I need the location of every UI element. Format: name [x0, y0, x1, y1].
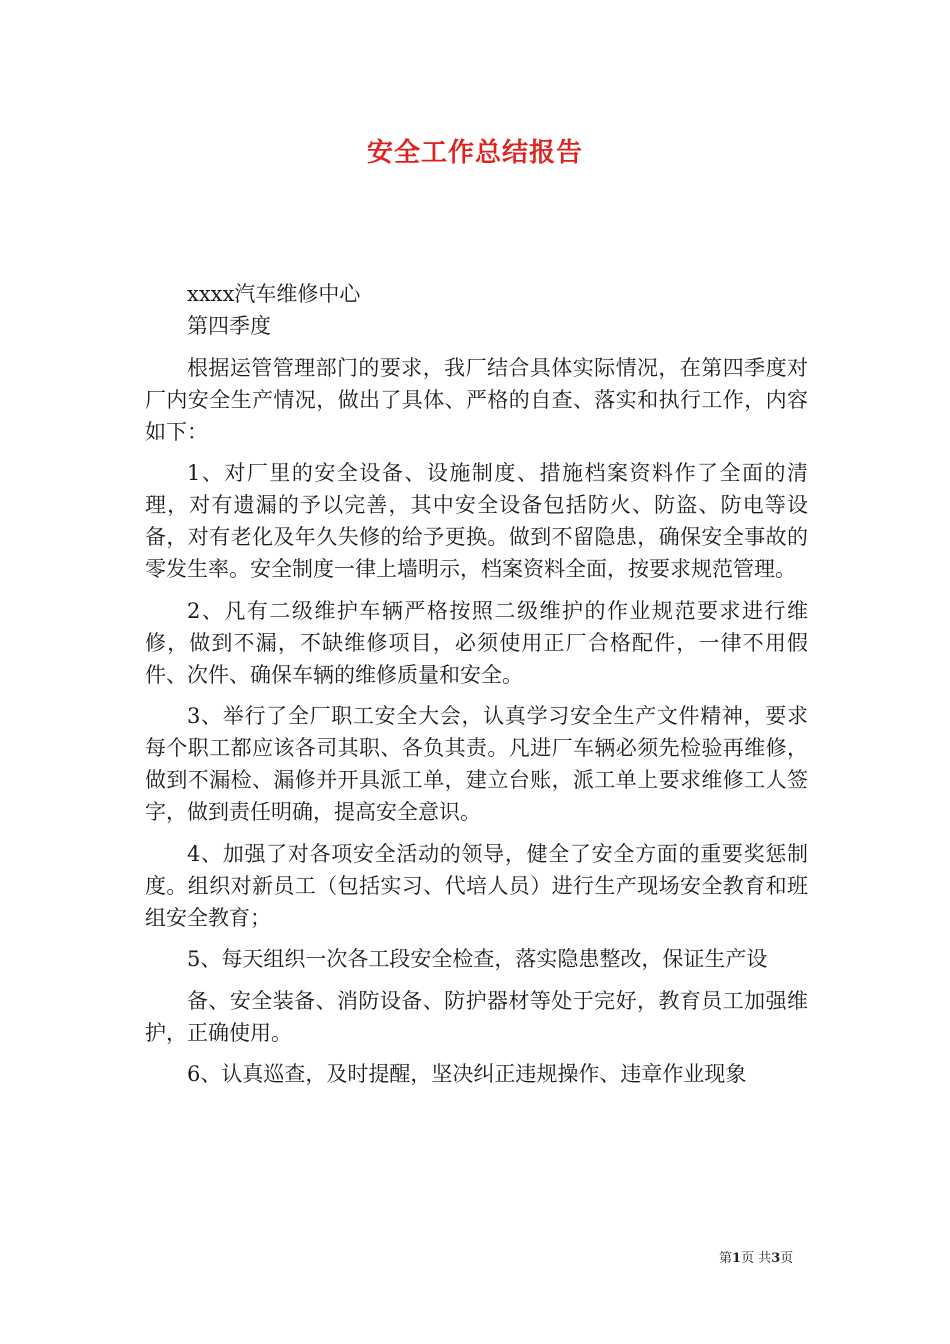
paragraph-item-6: 6、认真巡查，及时提醒，坚决纠正违规操作、违章作业现象	[187, 1062, 747, 1086]
document-title: 安全工作总结报告	[366, 138, 583, 168]
footer-suffix: 页	[780, 1251, 794, 1266]
paragraph-item-4: 4、加强了对各项安全活动的领导，健全了安全方面的重要奖惩制度。组织对新员工（包括实习、代培人员）进行生产现场安全教育和班组安全教育；	[145, 841, 808, 930]
paragraph-organization: xxxx汽车维修中心	[187, 282, 361, 306]
page-number-footer	[719, 1247, 793, 1266]
paragraph-item-2: 2、凡有二级维护车辆严格按照二级维护的作业规范要求进行维修，做到不漏，不缺维修项目，必须使用正厂合格配件，一律不用假件、次件、确保车辆的维修质量和安全。	[145, 598, 808, 687]
paragraph-item-5-continued: 备、安全装备、消防设备、防护器材等处于完好，教育员工加强维护，正确使用。	[145, 988, 808, 1045]
footer-current-page: 1	[732, 1251, 742, 1266]
footer-total-pages: 3	[771, 1251, 781, 1266]
paragraph-period: 第四季度	[187, 314, 271, 338]
footer-mid: 页 共	[741, 1251, 772, 1266]
footer-prefix: 第	[719, 1251, 733, 1266]
paragraph-item-1: 1、对厂里的安全设备、设施制度、措施档案资料作了全面的清理，对有遗漏的予以完善，其中安全设备包括防火、防盗、防电等设备，对有老化及年久失修的给予更换。做到不留隐患，确保安全事故的零发生率。安全制度一律上墙明示，档案资料全面，按要求规范管理。	[145, 461, 808, 581]
paragraph-item-5: 5、每天组织一次各工段安全检查，落实隐患整改，保证生产设	[187, 947, 768, 971]
paragraph-item-3: 3、举行了全厂职工安全大会，认真学习安全生产文件精神，要求每个职工都应该各司其职、各负其责。凡进厂车辆必须先检验再维修，做到不漏检、漏修并开具派工单，建立台账，派工单上要求维修工人签字，做到责任明确，提高安全意识。	[145, 704, 808, 824]
paragraph-intro: 根据运管管理部门的要求，我厂结合具体实际情况，在第四季度对厂内安全生产情况，做出了具体、严格的自查、落实和执行工作，内容如下：	[145, 355, 808, 444]
document-body	[145, 278, 808, 1100]
